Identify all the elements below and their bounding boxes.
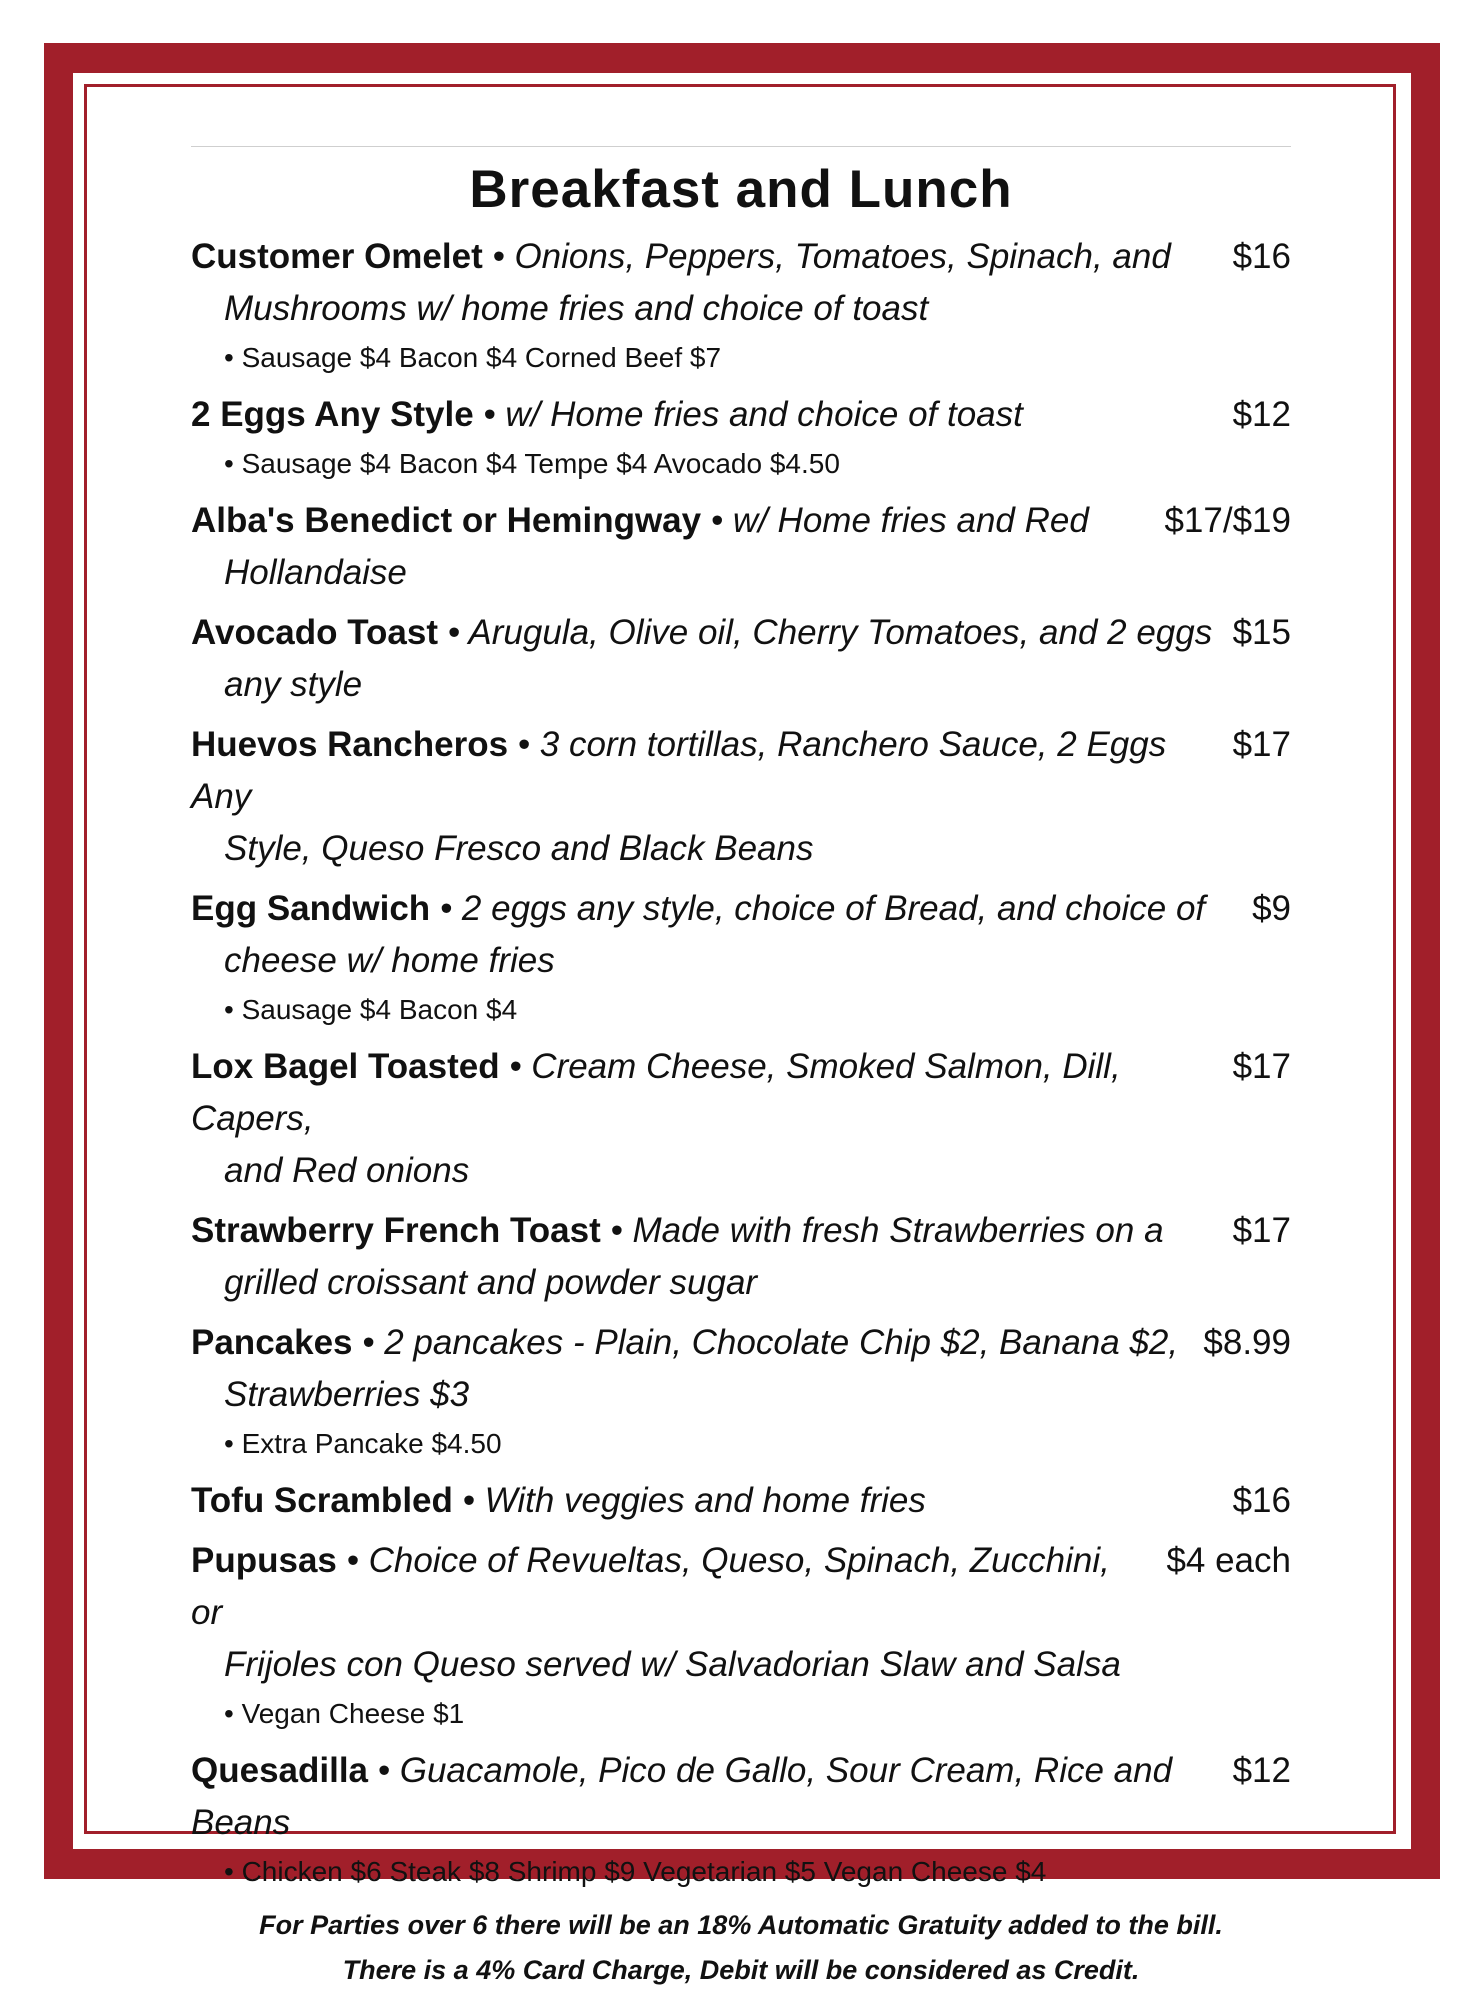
menu-item [191, 1205, 1291, 1309]
menu-item-description-cont: Style, Queso Fresco and Black Beans [224, 829, 814, 868]
menu-item-description-cont: any style [224, 665, 363, 704]
menu-item-text [191, 389, 1233, 441]
menu-item-name: Huevos Rancheros [191, 725, 509, 764]
menu-item-description: • w/ Home fries and Red [710, 501, 1089, 540]
menu-item-addons: • Sausage $4 Bacon $4 Tempe $4 Avocado $4.50 [224, 448, 840, 479]
menu-item-price: $17/$19 [1164, 501, 1291, 540]
menu-item-header [191, 1317, 1291, 1369]
menu-item-description-cont: Frijoles con Queso served w/ Salvadorian Slaw and Salsa [224, 1645, 1121, 1684]
menu-item-price: $4 each [1166, 1541, 1291, 1580]
menu-item-header [191, 607, 1291, 659]
menu-item-addons: • Chicken $6 Steak $8 Shrimp $9 Vegetarian $5 Vegan Cheese $4 [224, 1856, 1047, 1887]
menu-item-description: • Made with fresh Strawberries on a [610, 1211, 1164, 1250]
menu-item [191, 1535, 1291, 1737]
menu-item [191, 1475, 1291, 1527]
menu-item-price: $16 [1232, 1481, 1291, 1520]
menu-item-addons: • Vegan Cheese $1 [224, 1698, 465, 1729]
menu-item-name: Customer Omelet [191, 237, 483, 276]
menu-item [191, 607, 1291, 711]
menu-item-description: • Choice of Revueltas, Queso, Spinach, Zucchini, or [191, 1541, 1110, 1632]
menu-item-description: • Onions, Peppers, Tomatoes, Spinach, and [492, 237, 1171, 276]
menu-item-name: Quesadilla [191, 1751, 369, 1790]
menu-item-description-cont: Mushrooms w/ home fries and choice of toast [224, 289, 929, 328]
menu-item-price: $8.99 [1203, 1323, 1291, 1362]
menu-item-price: $17 [1232, 1211, 1291, 1250]
menu-item-description-cont: Strawberries $3 [224, 1375, 470, 1414]
menu-item-header [191, 1535, 1291, 1639]
menu-item-description-cont: grilled croissant and powder sugar [224, 1263, 758, 1302]
menu-item-name: Lox Bagel Toasted [191, 1047, 500, 1086]
menu-item [191, 1745, 1291, 1895]
menu-item-description-cont: cheese w/ home fries [224, 941, 555, 980]
menu-item-description: • 3 corn tortillas, Ranchero Sauce, 2 Eggs Any [191, 725, 1167, 816]
menu-items [191, 231, 1291, 1895]
menu-item-text [191, 1317, 1203, 1369]
menu-item-description: • Guacamole, Pico de Gallo, Sour Cream, Rice and Beans [191, 1751, 1173, 1842]
menu-item-description: • 2 pancakes - Plain, Chocolate Chip $2, Banana $2, [362, 1323, 1179, 1362]
menu-item-text [191, 495, 1164, 547]
menu-item-text [191, 719, 1233, 823]
menu-item-name: Avocado Toast [191, 613, 438, 652]
menu-item-text [191, 231, 1233, 283]
menu-item-addons: • Extra Pancake $4.50 [224, 1428, 502, 1459]
menu-item-addons: • Sausage $4 Bacon $4 Corned Beef $7 [224, 342, 722, 373]
menu-item-text [191, 1475, 1233, 1527]
menu-item-text [191, 1745, 1233, 1849]
menu-item-header [191, 883, 1291, 935]
menu-title: Breakfast and Lunch [469, 160, 1013, 219]
menu-item-name: Egg Sandwich [191, 889, 431, 928]
menu-item [191, 719, 1291, 875]
menu-item-description: • Arugula, Olive oil, Cherry Tomatoes, and 2 eggs [447, 613, 1213, 652]
menu-item-price: $17 [1232, 1047, 1291, 1086]
menu-item-price: $15 [1232, 613, 1291, 652]
menu-item-price: $9 [1252, 889, 1291, 928]
menu-item-header [191, 719, 1291, 823]
menu-item-text [191, 1205, 1233, 1257]
menu-item [191, 231, 1291, 381]
menu-item-price: $12 [1232, 1751, 1291, 1790]
menu-item-description-cont: and Red onions [224, 1151, 470, 1190]
menu-item-header [191, 389, 1291, 441]
menu-item [191, 1317, 1291, 1467]
menu-notes [191, 1903, 1291, 1993]
menu-item-name: Strawberry French Toast [191, 1211, 601, 1250]
menu-item-addons: • Sausage $4 Bacon $4 [224, 994, 518, 1025]
menu-item-header [191, 495, 1291, 547]
menu-item-description: • With veggies and home fries [462, 1481, 926, 1520]
menu-item-description: • 2 eggs any style, choice of Bread, and choice of [439, 889, 1206, 928]
menu-item-price: $16 [1232, 237, 1291, 276]
menu-item-header [191, 231, 1291, 283]
gratuity-note: For Parties over 6 there will be an 18% Automatic Gratuity added to the bill. [259, 1910, 1223, 1940]
menu-item-header [191, 1745, 1291, 1849]
menu-item-name: Pancakes [191, 1323, 353, 1362]
menu-item-description-cont: Hollandaise [224, 553, 407, 592]
menu-item [191, 389, 1291, 487]
menu-item [191, 495, 1291, 599]
menu-content [191, 146, 1291, 1993]
menu-item-name: Tofu Scrambled [191, 1481, 453, 1520]
menu-item-text [191, 1535, 1166, 1639]
menu-item-text [191, 1041, 1233, 1145]
menu-item-header [191, 1041, 1291, 1145]
menu-item-header [191, 1205, 1291, 1257]
menu-item-name: 2 Eggs Any Style [191, 395, 474, 434]
card-charge-note: There is a 4% Card Charge, Debit will be considered as Credit. [342, 1955, 1140, 1985]
menu-item-header [191, 1475, 1291, 1527]
menu-item-description: • Cream Cheese, Smoked Salmon, Dill, Capers, [191, 1047, 1121, 1138]
menu-item-text [191, 883, 1252, 935]
menu-item-text [191, 607, 1233, 659]
menu-item-name: Alba's Benedict or Hemingway [191, 501, 702, 540]
menu-item-description: • w/ Home fries and choice of toast [483, 395, 1023, 434]
menu-item [191, 1041, 1291, 1197]
menu-item [191, 883, 1291, 1033]
menu-item-price: $17 [1232, 725, 1291, 764]
menu-item-name: Pupusas [191, 1541, 337, 1580]
menu-item-price: $12 [1232, 395, 1291, 434]
top-divider [191, 146, 1291, 147]
